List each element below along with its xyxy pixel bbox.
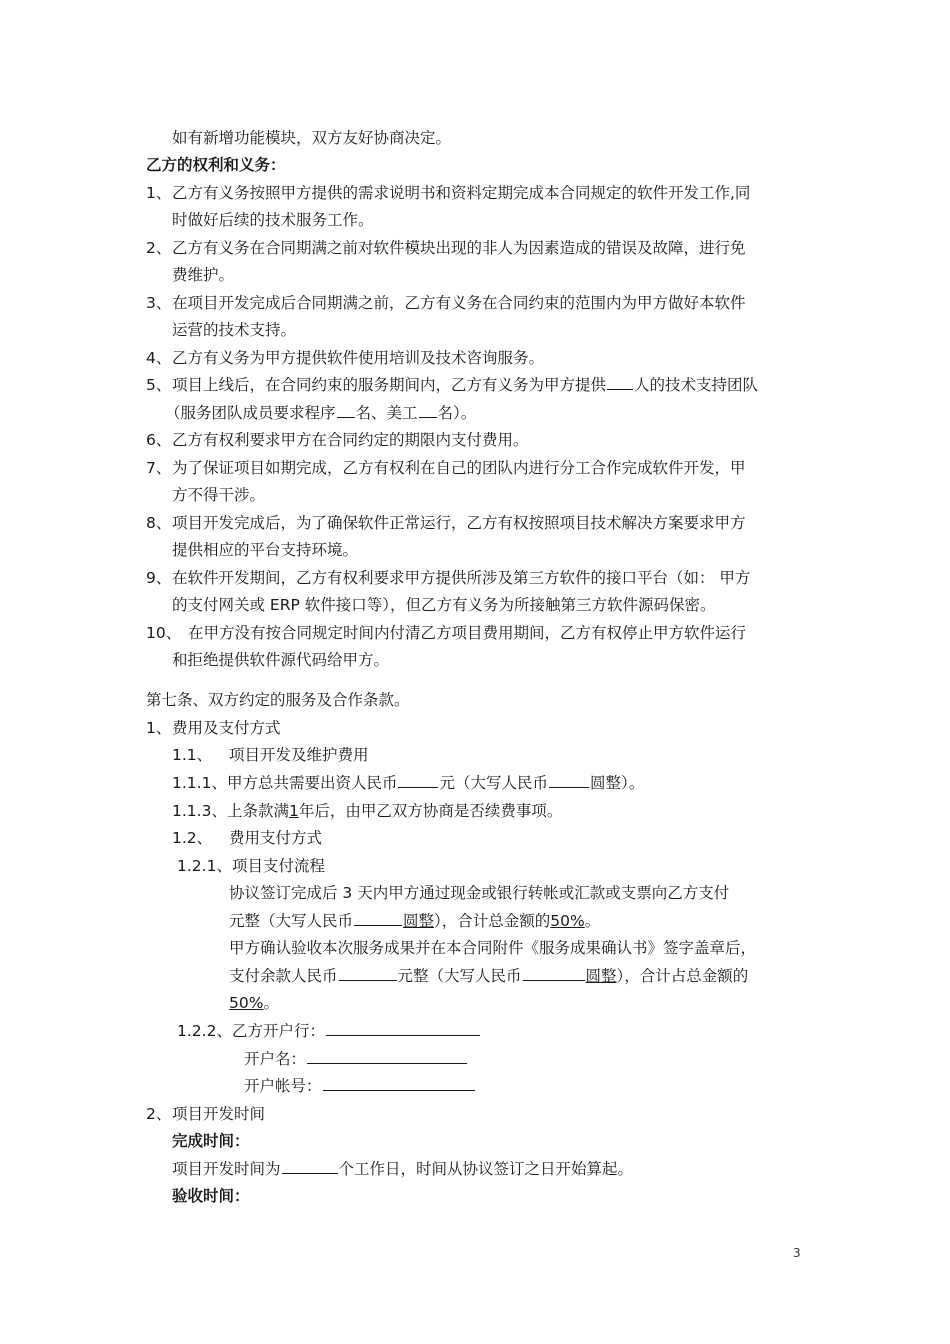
clause-text: 50%。 xyxy=(229,994,279,1012)
clause-number: 1.1、 xyxy=(172,746,213,764)
clause-number: 1.2、 xyxy=(172,829,213,847)
clause-text: 支付余款人民币 元整（大写人民币 圆整），合计占总金额的 xyxy=(229,967,749,985)
clause-text: 1.2.1、项目支付流程 xyxy=(177,857,325,875)
blank-field xyxy=(307,1048,467,1064)
list-item-text: 提供相应的平台支持环境。 xyxy=(172,541,359,559)
blank-field xyxy=(607,374,633,390)
list-item-text: 在项目开发完成后合同期满之前，乙方有义务在合同约束的范围内为甲方做好本软件 xyxy=(172,294,746,312)
list-item: 8、 xyxy=(146,514,172,532)
blank-field xyxy=(282,1158,338,1174)
list-item-text: 项目上线后，在合同约束的服务期间内，乙方有义务为甲方提供 人的技术支持团队 xyxy=(172,376,759,394)
subheading: 完成时间： xyxy=(172,1132,250,1150)
list-item-text: 费维护。 xyxy=(172,266,235,284)
list-item-text: 乙方有权利要求甲方在合同约定的期限内支付费用。 xyxy=(172,431,529,449)
list-item: 6、 xyxy=(146,431,172,449)
blank-field xyxy=(523,965,585,981)
blank-field xyxy=(549,772,589,788)
clause-text: 甲方确认验收本次服务成果并在本合同附件《服务成果确认书》签字盖章后， xyxy=(229,939,757,957)
list-item: 3、 xyxy=(146,294,172,312)
list-item: 9、 xyxy=(146,569,172,587)
list-item: 2、 xyxy=(146,1105,172,1123)
blank-field xyxy=(419,402,437,418)
blank-field xyxy=(326,1020,480,1036)
list-item: 5、 xyxy=(146,376,172,394)
list-item: 7、 xyxy=(146,459,172,477)
clause-text: 项目开发及维护费用 xyxy=(229,746,369,764)
blank-field xyxy=(339,965,397,981)
list-item-text: 和拒绝提供软件源代码给甲方。 xyxy=(172,651,390,669)
list-item-text: 项目开发完成后，为了确保软件正常运行，乙方有权按照项目技术解决方案要求甲方 xyxy=(172,514,746,532)
subheading: 验收时间： xyxy=(172,1187,250,1205)
list-item: 10、 xyxy=(146,624,182,642)
list-item-text: 乙方有义务按照甲方提供的需求说明书和资料定期完成本合同规定的软件开发工作,同 xyxy=(172,184,751,202)
list-item-text: 运营的技术支持。 xyxy=(172,321,297,339)
blank-field xyxy=(354,910,402,926)
clause-text: 元整（大写人民币 圆整），合计总金额的50%。 xyxy=(229,912,601,930)
list-item: 1、 xyxy=(146,719,172,737)
list-item: 2、 xyxy=(146,239,172,257)
paragraph-line: 如有新增功能模块，双方友好协商决定。 xyxy=(172,129,452,147)
list-item-text: 乙方有义务在合同期满之前对软件模块出现的非人为因素造成的错误及故障，进行免 xyxy=(172,239,746,257)
list-item-text: 在软件开发期间，乙方有权利要求甲方提供所涉及第三方软件的接口平台（如： 甲方 xyxy=(172,569,751,587)
list-item-text: 乙方有义务为甲方提供软件使用培训及技术咨询服务。 xyxy=(172,349,545,367)
clause-text: 1.1.3、上条款满1年后，由甲乙双方协商是否续费事项。 xyxy=(172,802,563,820)
blank-field xyxy=(398,772,438,788)
list-item-text: 的支付网关或 ERP 软件接口等），但乙方有义务为所接触第三方软件源码保密。 xyxy=(172,596,716,614)
account-number-row: 开户帐号： xyxy=(244,1075,476,1097)
list-item-text: 项目开发时间 xyxy=(172,1105,266,1123)
clause-text: 项目开发时间为 个工作日，时间从协议签订之日开始算起。 xyxy=(172,1160,634,1178)
clause-text: 协议签订完成后 3 天内甲方通过现金或银行转帐或汇款或支票向乙方支付 xyxy=(229,884,730,902)
account-name-row: 开户名： xyxy=(244,1048,468,1070)
blank-field xyxy=(337,402,355,418)
bank-field-row: 1.2.2、乙方开户行： xyxy=(177,1020,481,1042)
blank-field xyxy=(323,1075,475,1091)
list-item: 1、 xyxy=(146,184,172,202)
page-number: 3 xyxy=(793,1246,801,1260)
list-item-text: 时做好后续的技术服务工作。 xyxy=(172,211,374,229)
list-item: 4、 xyxy=(146,349,172,367)
list-item-text: 在甲方没有按合同规定时间内付清乙方项目费用期间，乙方有权停止甲方软件运行 xyxy=(188,624,747,642)
section-heading: 乙方的权利和义务： xyxy=(146,156,286,174)
clause-text: 1.1.1、甲方总共需要出资人民币 元（大写人民币 圆整）。 xyxy=(172,774,645,792)
list-item-text: 为了保证项目如期完成，乙方有权利在自己的团队内进行分工合作完成软件开发，甲 xyxy=(172,459,746,477)
list-item-text: 费用及支付方式 xyxy=(172,719,281,737)
article-heading: 第七条、双方约定的服务及合作条款。 xyxy=(146,691,410,709)
list-item-text: （服务团队成员要求程序 名、美工 名）。 xyxy=(165,404,477,422)
list-item-text: 方不得干涉。 xyxy=(172,486,266,504)
clause-text: 费用支付方式 xyxy=(229,829,323,847)
